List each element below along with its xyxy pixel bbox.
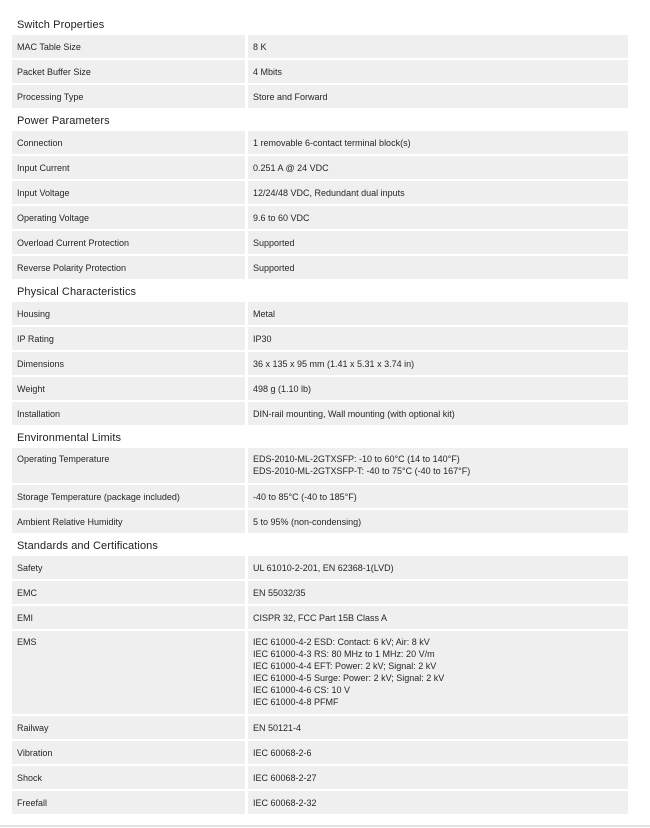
spec-row	[12, 485, 628, 508]
spec-section	[12, 14, 628, 108]
spec-label-text: Housing	[17, 308, 51, 319]
spec-label-text: MAC Table Size	[17, 41, 81, 52]
spec-row	[12, 510, 628, 533]
spec-row	[12, 181, 628, 204]
spec-label	[12, 181, 245, 204]
spec-value	[248, 352, 628, 375]
spec-row	[12, 256, 628, 279]
section-title: Environmental Limits	[17, 432, 122, 444]
spec-label	[12, 716, 245, 739]
section-title: Physical Characteristics	[17, 286, 137, 298]
spec-row	[12, 60, 628, 83]
spec-row	[12, 556, 628, 579]
spec-label	[12, 231, 245, 254]
spec-row	[12, 606, 628, 629]
spec-section	[12, 281, 628, 425]
spec-value	[248, 302, 628, 325]
spec-value	[248, 581, 628, 604]
spec-value	[248, 716, 628, 739]
spec-label-text: IP Rating	[17, 333, 54, 344]
spec-label	[12, 581, 245, 604]
spec-row	[12, 327, 628, 350]
spec-row	[12, 581, 628, 604]
spec-value-line: -40 to 85°C (-40 to 185°F)	[253, 491, 357, 502]
spec-value-line: EDS-2010-ML-2GTXSFP: -10 to 60°C (14 to 140°F)	[253, 454, 460, 464]
spec-label-text: Operating Voltage	[17, 212, 90, 223]
spec-value	[248, 256, 628, 279]
spec-value	[248, 60, 628, 83]
spec-section	[12, 535, 628, 814]
spec-label-text: Connection	[17, 137, 63, 148]
spec-row	[12, 631, 628, 714]
spec-value	[248, 631, 628, 714]
spec-label	[12, 156, 245, 179]
spec-label-text: Freefall	[17, 797, 48, 808]
spec-row	[12, 35, 628, 58]
spec-label	[12, 556, 245, 579]
spec-label-text: Processing Type	[17, 91, 84, 102]
spec-label-text: Input Voltage	[17, 187, 70, 198]
spec-value-line: IEC 61000-4-5 Surge: Power: 2 kV; Signal: 2 kV	[253, 673, 445, 683]
spec-value-line: IEC 61000-4-8 PFMF	[253, 697, 339, 707]
spec-value-line: 498 g (1.10 lb)	[253, 383, 312, 394]
spec-value-line: IEC 60068-2-6	[253, 747, 312, 758]
spec-label	[12, 131, 245, 154]
spec-row	[12, 206, 628, 229]
spec-value	[248, 402, 628, 425]
spec-row	[12, 741, 628, 764]
spec-label	[12, 766, 245, 789]
spec-value-line: DIN-rail mounting, Wall mounting (with optional kit)	[253, 408, 455, 419]
spec-value-line: 9.6 to 60 VDC	[253, 212, 310, 223]
spec-label	[12, 327, 245, 350]
spec-value-line: EN 55032/35	[253, 587, 306, 598]
spec-value-line: 36 x 135 x 95 mm (1.41 x 5.31 x 3.74 in)	[253, 358, 415, 369]
spec-label	[12, 791, 245, 814]
spec-label-text: Operating Temperature	[17, 454, 110, 464]
spec-label	[12, 510, 245, 533]
spec-row	[12, 85, 628, 108]
spec-row	[12, 766, 628, 789]
spec-row	[12, 716, 628, 739]
spec-label	[12, 606, 245, 629]
spec-value-line: 8 K	[253, 41, 267, 52]
spec-value	[248, 791, 628, 814]
spec-value-line: IEC 61000-4-3 RS: 80 MHz to 1 MHz: 20 V/m	[253, 649, 435, 659]
spec-value-line: EDS-2010-ML-2GTXSFP-T: -40 to 75°C (-40 to 167°F)	[253, 466, 471, 476]
spec-value	[248, 556, 628, 579]
spec-label	[12, 741, 245, 764]
spec-value-line: Supported	[253, 262, 295, 273]
spec-label	[12, 485, 245, 508]
spec-label-text: Dimensions	[17, 358, 65, 369]
spec-value-line: IEC 61000-4-4 EFT: Power: 2 kV; Signal: 2 kV	[253, 661, 437, 671]
spec-value	[248, 510, 628, 533]
spec-label	[12, 256, 245, 279]
spec-label-text: EMC	[17, 587, 37, 598]
spec-value	[248, 448, 628, 483]
spec-value-line: IP30	[253, 333, 272, 344]
spec-label	[12, 85, 245, 108]
spec-value	[248, 327, 628, 350]
spec-label-text: Overload Current Protection	[17, 237, 130, 248]
spec-value	[248, 35, 628, 58]
section-title: Standards and Certifications	[17, 540, 158, 552]
spec-value-line: CISPR 32, FCC Part 15B Class A	[253, 612, 388, 623]
spec-value-line: 0.251 A @ 24 VDC	[253, 162, 329, 173]
spec-label	[12, 35, 245, 58]
spec-value	[248, 231, 628, 254]
spec-value-line: Store and Forward	[253, 91, 328, 102]
spec-value-line: IEC 60068-2-32	[253, 797, 317, 808]
spec-row	[12, 377, 628, 400]
spec-section	[12, 110, 628, 279]
spec-value	[248, 156, 628, 179]
spec-label	[12, 352, 245, 375]
spec-value-line: 1 removable 6-contact terminal block(s)	[253, 137, 411, 148]
spec-row	[12, 352, 628, 375]
section-title: Switch Properties	[17, 19, 105, 31]
spec-row	[12, 448, 628, 483]
spec-label-text: Ambient Relative Humidity	[17, 516, 123, 527]
spec-section	[12, 427, 628, 533]
spec-value	[248, 766, 628, 789]
spec-value	[248, 606, 628, 629]
spec-label-text: Installation	[17, 408, 61, 419]
spec-value-line: Metal	[253, 308, 276, 319]
spec-value-line: IEC 61000-4-6 CS: 10 V	[253, 685, 351, 695]
spec-row	[12, 402, 628, 425]
spec-label-text: Input Current	[17, 162, 70, 173]
spec-label-text: EMI	[17, 612, 34, 623]
spec-value-line: IEC 60068-2-27	[253, 772, 317, 783]
spec-row	[12, 302, 628, 325]
spec-label-text: Shock	[17, 772, 43, 783]
spec-label-text: Packet Buffer Size	[17, 66, 91, 77]
spec-sheet	[12, 14, 628, 816]
spec-value	[248, 206, 628, 229]
spec-row	[12, 791, 628, 814]
spec-value	[248, 485, 628, 508]
spec-label	[12, 60, 245, 83]
spec-label	[12, 402, 245, 425]
spec-label	[12, 377, 245, 400]
spec-label-text: Reverse Polarity Protection	[17, 262, 127, 273]
spec-value	[248, 741, 628, 764]
bottom-divider	[0, 825, 650, 827]
spec-row	[12, 131, 628, 154]
spec-row	[12, 156, 628, 179]
spec-label-text: Weight	[17, 383, 45, 394]
spec-value	[248, 181, 628, 204]
spec-value-line: 12/24/48 VDC, Redundant dual inputs	[253, 187, 405, 198]
spec-label-text: Storage Temperature (package included)	[17, 491, 180, 502]
spec-label-text: Safety	[17, 562, 43, 573]
spec-label-text: Railway	[17, 722, 49, 733]
spec-value	[248, 85, 628, 108]
spec-label	[12, 631, 245, 714]
spec-label	[12, 206, 245, 229]
spec-value-line: UL 61010-2-201, EN 62368-1(LVD)	[253, 562, 394, 573]
spec-label	[12, 448, 245, 483]
spec-value-line: 5 to 95% (non-condensing)	[253, 516, 362, 527]
spec-label-text: Vibration	[17, 747, 53, 758]
spec-value-line: 4 Mbits	[253, 66, 283, 77]
spec-label-text: EMS	[17, 637, 37, 647]
section-title: Power Parameters	[17, 115, 110, 127]
spec-label	[12, 302, 245, 325]
spec-value	[248, 377, 628, 400]
spec-value-line: EN 50121-4	[253, 722, 302, 733]
spec-value-line: Supported	[253, 237, 295, 248]
spec-value-line: IEC 61000-4-2 ESD: Contact: 6 kV; Air: 8 kV	[253, 637, 430, 647]
spec-value	[248, 131, 628, 154]
spec-row	[12, 231, 628, 254]
